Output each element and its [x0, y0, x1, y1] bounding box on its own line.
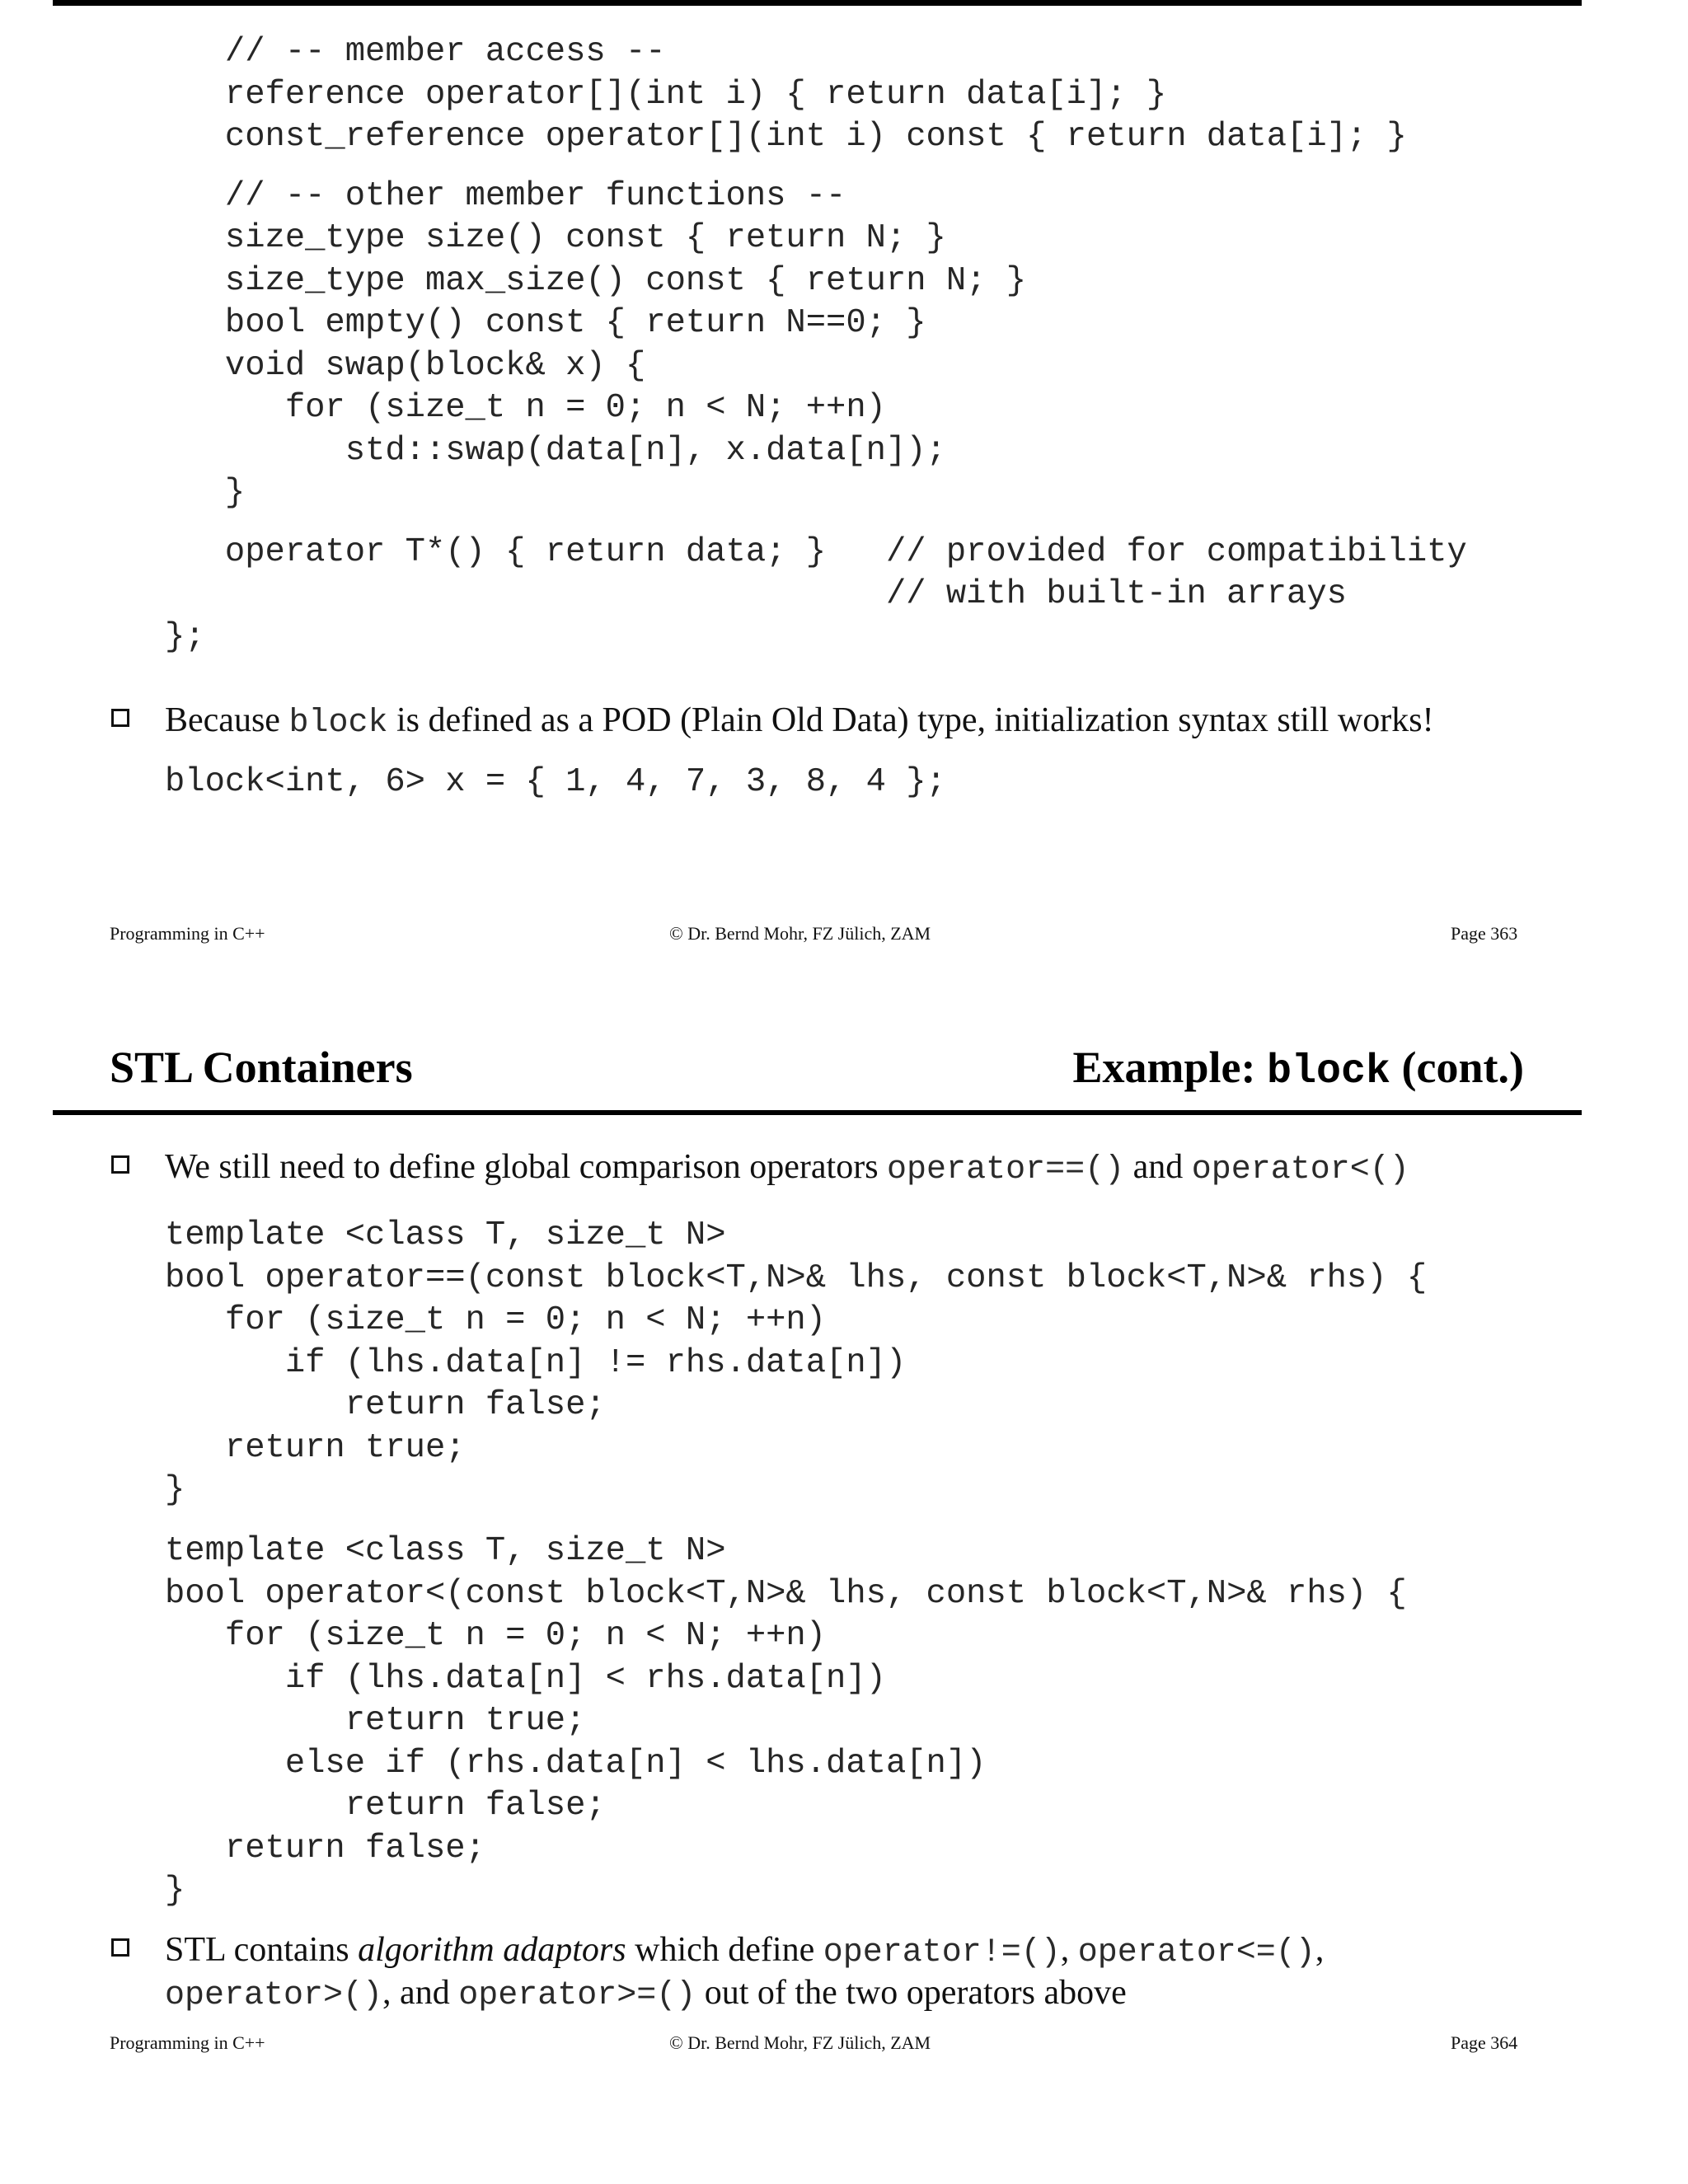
code-line: size_type size() const { return N; }: [165, 219, 946, 257]
inline-code: block: [288, 705, 388, 742]
code-line: for (size_t n = 0; n < N; ++n): [165, 1301, 827, 1339]
code-line: return true;: [165, 1428, 466, 1467]
bullet-pod-initialization: [165, 699, 1434, 745]
code-line: if (lhs.data[n] != rhs.data[n]): [165, 1343, 907, 1382]
code-line: operator T*() { return data; } // provided for compatibility: [165, 532, 1467, 571]
code-block-member-functions: [165, 31, 1467, 658]
init-example-code: [165, 762, 946, 804]
bullet-icon: [111, 1938, 129, 1957]
bullet-icon: [111, 709, 129, 727]
bullet-text-part: is defined as a POD (Plain Old Data) type, initialization syntax still works!: [387, 701, 1434, 739]
code-line: // with built-in arrays: [165, 575, 1347, 613]
code-line: reference operator[](int i) { return data[i]; }: [165, 75, 1167, 114]
bullet-text-part: and: [1124, 1148, 1192, 1186]
bullet-text-part: ,: [1315, 1931, 1325, 1969]
footer-left: Programming in C++: [110, 923, 265, 944]
footer-page-number: Page 363: [1451, 923, 1518, 944]
code-line: }: [165, 1471, 185, 1509]
code-line: // -- other member functions --: [165, 176, 846, 215]
code-line: };: [165, 617, 205, 656]
code-line: for (size_t n = 0; n < N; ++n): [165, 389, 886, 427]
bullet-text-part: STL contains: [165, 1931, 359, 1969]
inline-code: operator==(): [887, 1151, 1125, 1188]
code-line: for (size_t n = 0; n < N; ++n): [165, 1617, 827, 1655]
bullet-text-part: We still need to define global comparison operators: [165, 1148, 888, 1186]
inline-code: operator>=(): [458, 1977, 696, 2014]
code-line: const_reference operator[](int i) const { return data[i]; }: [165, 118, 1407, 156]
inline-code: operator!=(): [823, 1934, 1061, 1971]
code-line: return true;: [165, 1702, 586, 1740]
inline-code: operator<=(): [1077, 1934, 1315, 1971]
code-line: // -- member access --: [165, 33, 666, 71]
footer-center: © Dr. Bernd Mohr, FZ Jülich, ZAM: [669, 2032, 931, 2053]
title-rule: [53, 1110, 1582, 1115]
code-line: return false;: [165, 1386, 606, 1424]
bullet-italic: algorithm adaptors: [358, 1931, 626, 1969]
bullet-algorithm-adaptors-line2: [165, 1971, 1127, 2018]
bullet-comparison-operators: [165, 1146, 1409, 1192]
page-subtitle: [1073, 1042, 1524, 1095]
inline-code: operator>(): [165, 1977, 383, 2014]
code-line: return false;: [165, 1787, 606, 1825]
bullet-text-part: out of the two operators above: [696, 1974, 1127, 2012]
bullet-text-part: , and: [382, 1974, 459, 2012]
bullet-text-part: Because: [165, 701, 289, 739]
code-line: bool empty() const { return N==0; }: [165, 304, 926, 342]
code-line: return false;: [165, 1829, 485, 1868]
code-line: block<int, 6> x = { 1, 4, 7, 3, 8, 4 };: [165, 763, 946, 801]
code-line: }: [165, 1872, 185, 1910]
code-line: else if (rhs.data[n] < lhs.data[n]): [165, 1744, 987, 1783]
code-line: std::swap(data[n], x.data[n]);: [165, 431, 946, 470]
subtitle-part: Example:: [1072, 1043, 1268, 1092]
page-title: STL Containers: [110, 1043, 413, 1092]
footer-page-number: Page 364: [1451, 2032, 1518, 2053]
code-line: template <class T, size_t N>: [165, 1532, 726, 1570]
bullet-icon: [111, 1155, 129, 1174]
code-block-less-than-operator: [165, 1530, 1407, 1913]
bullet-algorithm-adaptors: [165, 1929, 1324, 1975]
code-line: bool operator==(const block<T,N>& lhs, const block<T,N>& rhs) {: [165, 1258, 1428, 1297]
code-line: size_type max_size() const { return N; }: [165, 261, 1027, 300]
page-top-rule: [53, 0, 1582, 6]
inline-code: operator<(): [1191, 1151, 1409, 1188]
code-line: template <class T, size_t N>: [165, 1216, 726, 1254]
code-line: }: [165, 474, 246, 512]
subtitle-part: (cont.): [1390, 1043, 1524, 1092]
bullet-text-part: which define: [626, 1931, 823, 1969]
bullet-text-part: ,: [1060, 1931, 1078, 1969]
code-line: if (lhs.data[n] < rhs.data[n]): [165, 1659, 886, 1698]
footer-center: © Dr. Bernd Mohr, FZ Jülich, ZAM: [669, 923, 931, 944]
code-line: void swap(block& x) {: [165, 346, 646, 385]
subtitle-code: block: [1267, 1048, 1391, 1095]
code-block-equality-operator: [165, 1215, 1427, 1512]
code-line: bool operator<(const block<T,N>& lhs, const block<T,N>& rhs) {: [165, 1574, 1407, 1613]
footer-left: Programming in C++: [110, 2032, 265, 2053]
